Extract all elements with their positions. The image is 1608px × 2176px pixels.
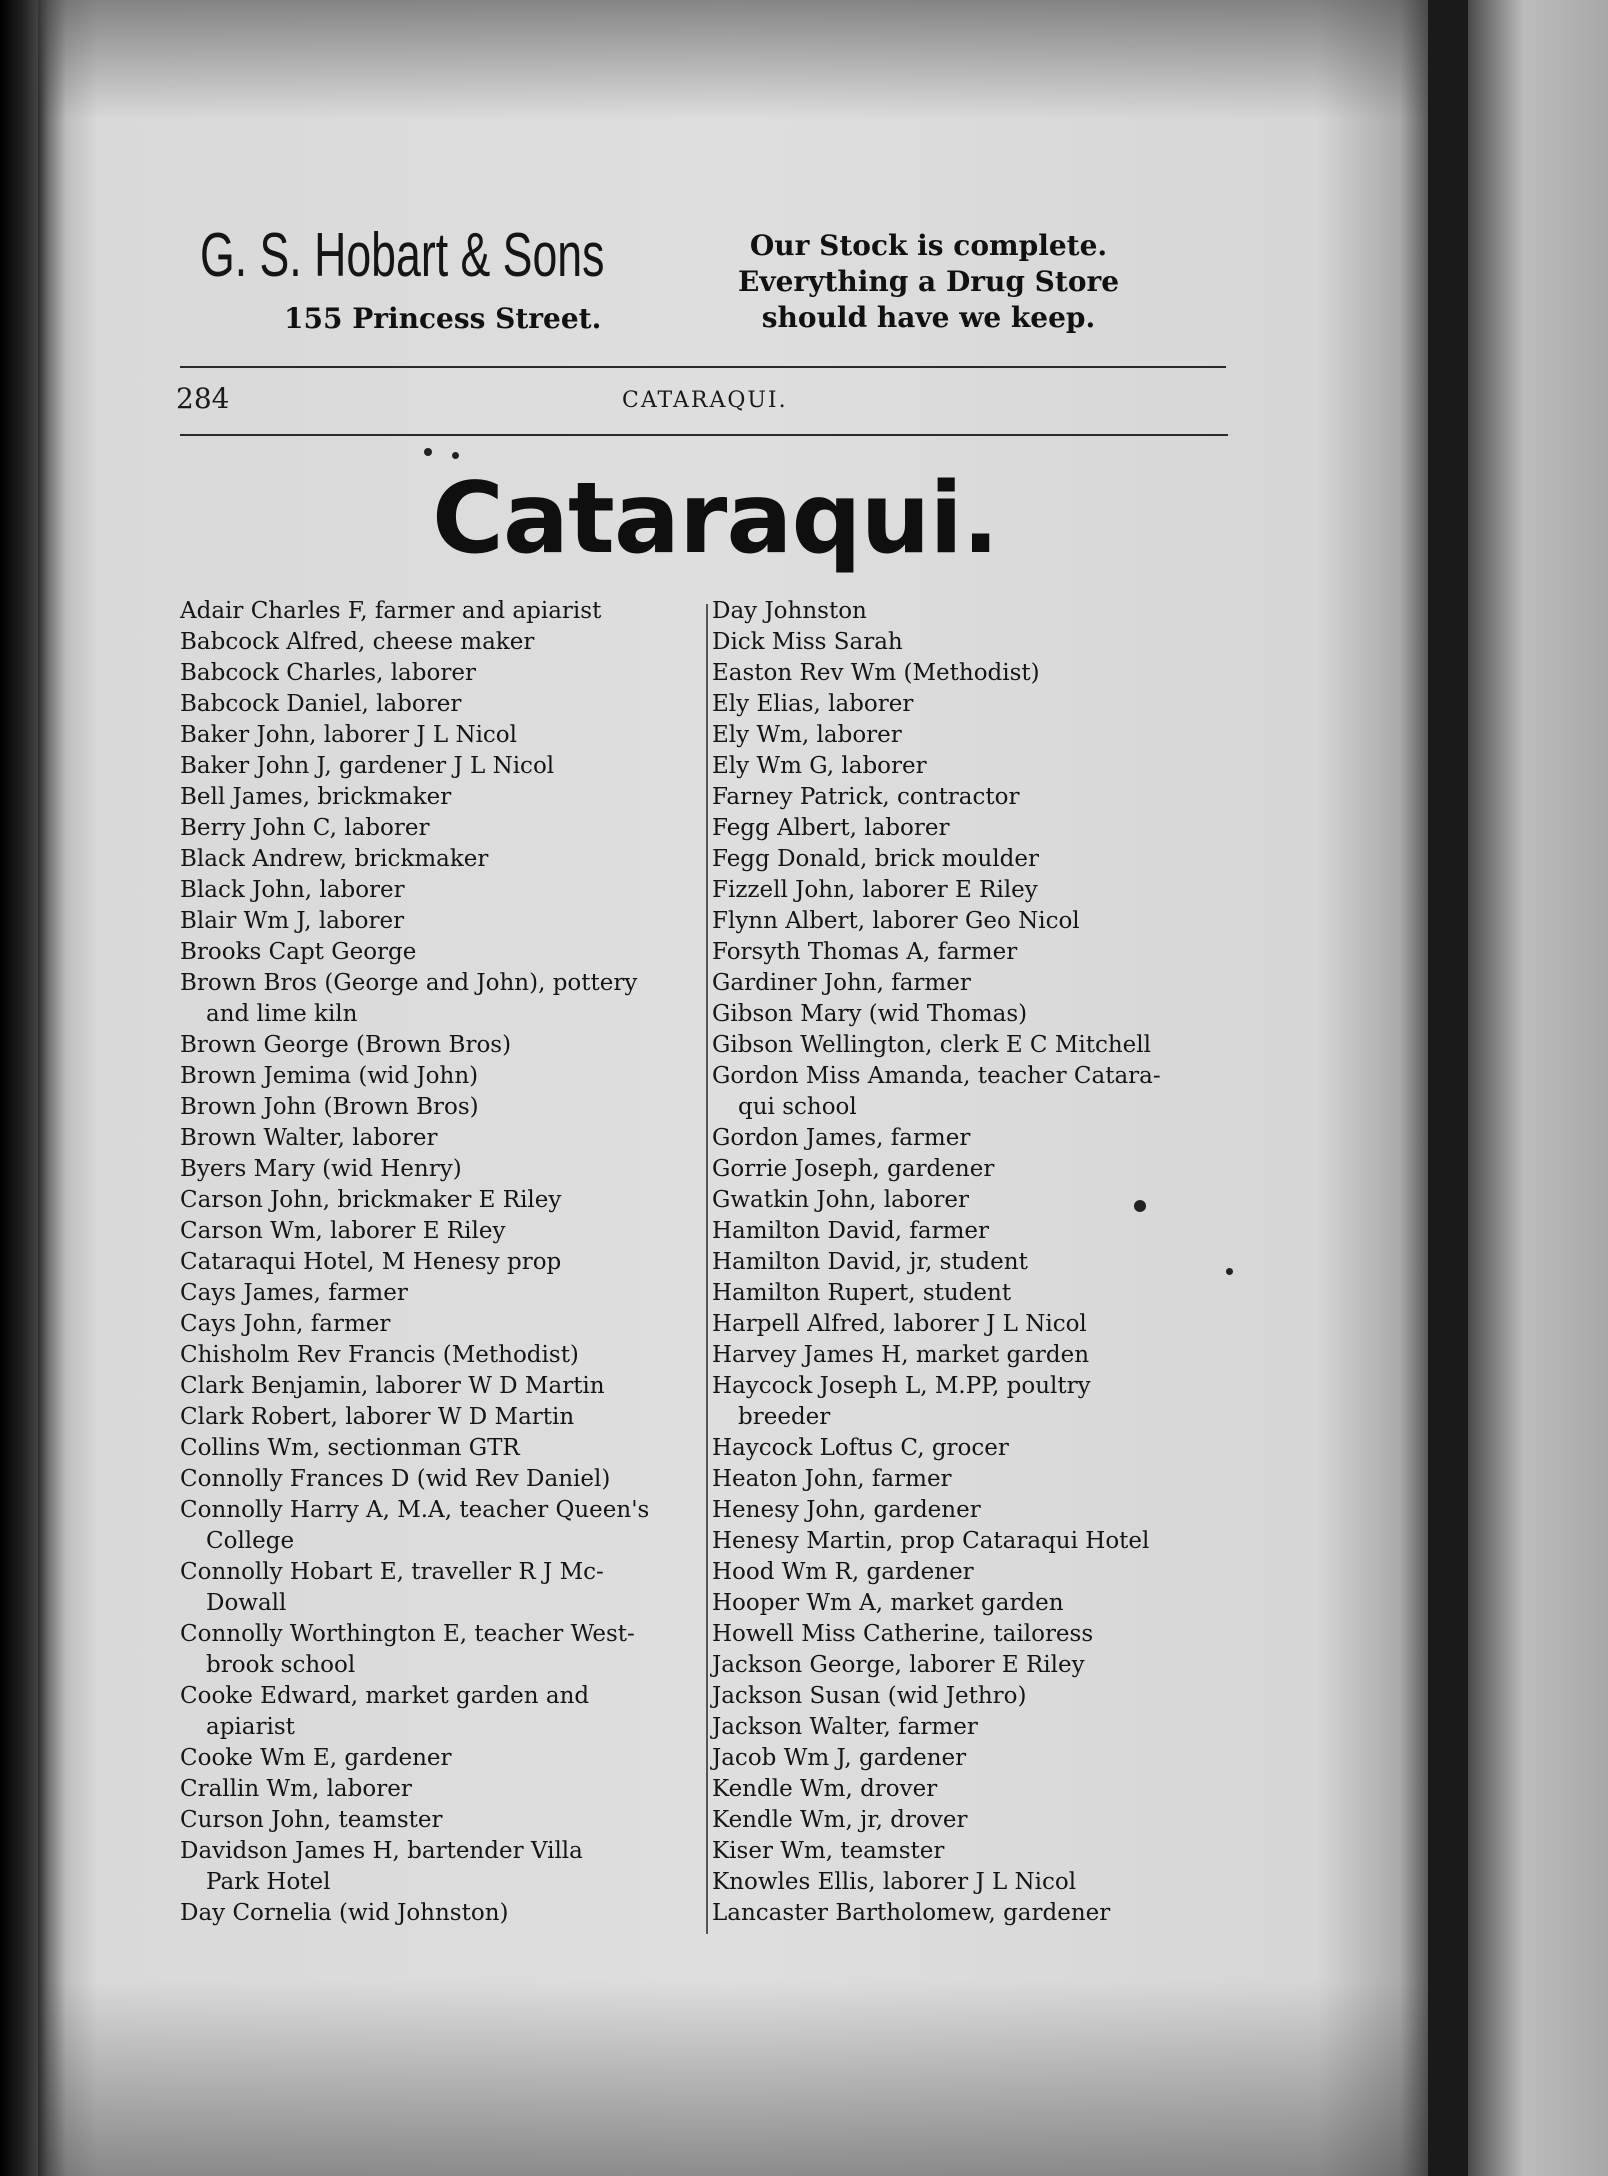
directory-entry: Blair Wm J, laborer xyxy=(180,908,405,934)
directory-entry: Black Andrew, brickmaker xyxy=(180,846,489,872)
binding-shadow xyxy=(0,0,38,2176)
directory-entry: Black John, laborer xyxy=(180,877,405,903)
advert-slogan-line: Our Stock is complete. xyxy=(749,229,1108,262)
directory-entry: Fegg Albert, laborer xyxy=(712,815,950,841)
directory-entry-continuation: and lime kiln xyxy=(206,1001,358,1027)
directory-entry: Babcock Charles, laborer xyxy=(180,660,476,686)
directory-entry: Brown Bros (George and John), pottery xyxy=(180,970,638,996)
page-title: Cataraqui. xyxy=(432,462,999,576)
directory-entry: Brown John (Brown Bros) xyxy=(180,1094,479,1120)
directory-entry: Fizzell John, laborer E Riley xyxy=(712,877,1038,903)
directory-entry: Carson Wm, laborer E Riley xyxy=(180,1218,506,1244)
directory-entry: Fegg Donald, brick moulder xyxy=(712,846,1039,872)
ink-speck xyxy=(1134,1200,1146,1212)
directory-entry: Hamilton David, farmer xyxy=(712,1218,989,1244)
advert-business-name: G. S. Hobart & Sons xyxy=(200,221,605,290)
directory-entry: Connolly Harry A, M.A, teacher Queen's xyxy=(180,1497,650,1523)
directory-entry: Babcock Alfred, cheese maker xyxy=(180,629,535,655)
scan-shading-top xyxy=(38,0,1428,120)
directory-entry: Connolly Worthington E, teacher West- xyxy=(180,1621,635,1647)
directory-entry: Adair Charles F, farmer and apiarist xyxy=(180,598,602,624)
directory-entry: Baker John J, gardener J L Nicol xyxy=(180,753,555,779)
directory-entry: Harpell Alfred, laborer J L Nicol xyxy=(712,1311,1087,1337)
directory-entry: Connolly Frances D (wid Rev Daniel) xyxy=(180,1466,611,1492)
directory-entry: Collins Wm, sectionman GTR xyxy=(180,1435,520,1461)
directory-entry: Connolly Hobart E, traveller R J Mc- xyxy=(180,1559,604,1585)
adjacent-page-edge xyxy=(1468,0,1608,2176)
directory-entry: Chisholm Rev Francis (Methodist) xyxy=(180,1342,579,1368)
directory-entry: Kendle Wm, jr, drover xyxy=(712,1807,968,1833)
directory-entry: Cataraqui Hotel, M Henesy prop xyxy=(180,1249,562,1275)
directory-entry: Jackson Susan (wid Jethro) xyxy=(712,1683,1027,1709)
page-number: 284 xyxy=(176,382,230,415)
directory-entry: Brown Walter, laborer xyxy=(180,1125,438,1151)
directory-entry: Cays John, farmer xyxy=(180,1311,391,1337)
directory-entry: Jacob Wm J, gardener xyxy=(712,1745,967,1771)
directory-entry-continuation: apiarist xyxy=(206,1714,295,1740)
advert-slogan-line: should have we keep. xyxy=(761,301,1096,334)
header-rule-bottom xyxy=(180,434,1228,436)
directory-entry: Byers Mary (wid Henry) xyxy=(180,1156,462,1182)
running-head: CATARAQUI. xyxy=(622,388,788,413)
advert-slogan xyxy=(738,228,1119,336)
directory-entry: Forsyth Thomas A, farmer xyxy=(712,939,1018,965)
directory-entry-continuation: brook school xyxy=(206,1652,356,1678)
directory-entry: Baker John, laborer J L Nicol xyxy=(180,722,518,748)
directory-entry: Brown George (Brown Bros) xyxy=(180,1032,512,1058)
scan-shading-bottom xyxy=(38,1980,1428,2176)
directory-entry: Curson John, teamster xyxy=(180,1807,443,1833)
directory-entry: Crallin Wm, laborer xyxy=(180,1776,412,1802)
directory-entry: Jackson George, laborer E Riley xyxy=(712,1652,1085,1678)
ink-speck xyxy=(424,448,432,456)
directory-entry: Carson John, brickmaker E Riley xyxy=(180,1187,562,1213)
directory-entry: Hood Wm R, gardener xyxy=(712,1559,974,1585)
directory-entry: Hamilton Rupert, student xyxy=(712,1280,1012,1306)
directory-column-left xyxy=(180,596,685,1929)
directory-entry: Howell Miss Catherine, tailoress xyxy=(712,1621,1094,1647)
directory-entry: Dick Miss Sarah xyxy=(712,629,903,655)
directory-entry: Henesy Martin, prop Cataraqui Hotel xyxy=(712,1528,1150,1554)
directory-entry: Day Cornelia (wid Johnston) xyxy=(180,1900,509,1926)
directory-entry: Bell James, brickmaker xyxy=(180,784,452,810)
directory-entry: Clark Robert, laborer W D Martin xyxy=(180,1404,575,1430)
directory-entry: Hooper Wm A, market garden xyxy=(712,1590,1064,1616)
directory-entry: Ely Wm, laborer xyxy=(712,722,902,748)
directory-entry: Harvey James H, market garden xyxy=(712,1342,1090,1368)
directory-entry: Jackson Walter, farmer xyxy=(712,1714,978,1740)
directory-entry: Kendle Wm, drover xyxy=(712,1776,938,1802)
column-divider xyxy=(706,604,708,1934)
directory-entry: Easton Rev Wm (Methodist) xyxy=(712,660,1040,686)
directory-entry: Cooke Edward, market garden and xyxy=(180,1683,590,1709)
hobart-advertisement xyxy=(200,220,1220,340)
directory-entry: Gordon James, farmer xyxy=(712,1125,971,1151)
directory-entry-continuation: breeder xyxy=(738,1404,831,1430)
directory-entry-continuation: Park Hotel xyxy=(206,1869,331,1895)
directory-entry: Kiser Wm, teamster xyxy=(712,1838,945,1864)
directory-entry: Ely Wm G, laborer xyxy=(712,753,927,779)
directory-entry: Ely Elias, laborer xyxy=(712,691,914,717)
advert-slogan-line: Everything a Drug Store xyxy=(738,265,1120,298)
directory-entry: Berry John C, laborer xyxy=(180,815,430,841)
directory-entry: Gorrie Joseph, gardener xyxy=(712,1156,995,1182)
advert-address: 155 Princess Street. xyxy=(284,302,602,335)
directory-entry: Brown Jemima (wid John) xyxy=(180,1063,479,1089)
directory-entry: Lancaster Bartholomew, gardener xyxy=(712,1900,1111,1926)
directory-entry: Gibson Wellington, clerk E C Mitchell xyxy=(712,1032,1151,1058)
directory-entry-continuation: College xyxy=(206,1528,295,1554)
directory-entry: Brooks Capt George xyxy=(180,939,417,965)
ink-speck xyxy=(452,452,459,459)
directory-entry: Henesy John, gardener xyxy=(712,1497,981,1523)
directory-entry: Gwatkin John, laborer xyxy=(712,1187,969,1213)
directory-entry: Heaton John, farmer xyxy=(712,1466,952,1492)
directory-entry: Clark Benjamin, laborer W D Martin xyxy=(180,1373,605,1399)
directory-entry: Davidson James H, bartender Villa xyxy=(180,1838,583,1864)
directory-entry: Farney Patrick, contractor xyxy=(712,784,1020,810)
ink-speck xyxy=(1226,1268,1233,1275)
page-gutter xyxy=(1428,0,1468,2176)
directory-entry: Gibson Mary (wid Thomas) xyxy=(712,1001,1028,1027)
directory-entry-continuation: qui school xyxy=(738,1094,857,1120)
directory-entry: Gardiner John, farmer xyxy=(712,970,971,996)
directory-entry: Haycock Loftus C, grocer xyxy=(712,1435,1009,1461)
directory-column-right xyxy=(712,596,1242,1929)
header-rule-top xyxy=(180,366,1226,368)
directory-entry: Cays James, farmer xyxy=(180,1280,408,1306)
directory-entry: Hamilton David, jr, student xyxy=(712,1249,1028,1275)
directory-entry: Haycock Joseph L, M.PP, poultry xyxy=(712,1373,1091,1399)
directory-entry: Day Johnston xyxy=(712,598,867,624)
directory-entry: Gordon Miss Amanda, teacher Catara- xyxy=(712,1063,1161,1089)
directory-entry-continuation: Dowall xyxy=(206,1590,287,1616)
directory-entry: Flynn Albert, laborer Geo Nicol xyxy=(712,908,1080,934)
directory-entry: Knowles Ellis, laborer J L Nicol xyxy=(712,1869,1077,1895)
directory-entry: Cooke Wm E, gardener xyxy=(180,1745,452,1771)
directory-entry: Babcock Daniel, laborer xyxy=(180,691,462,717)
